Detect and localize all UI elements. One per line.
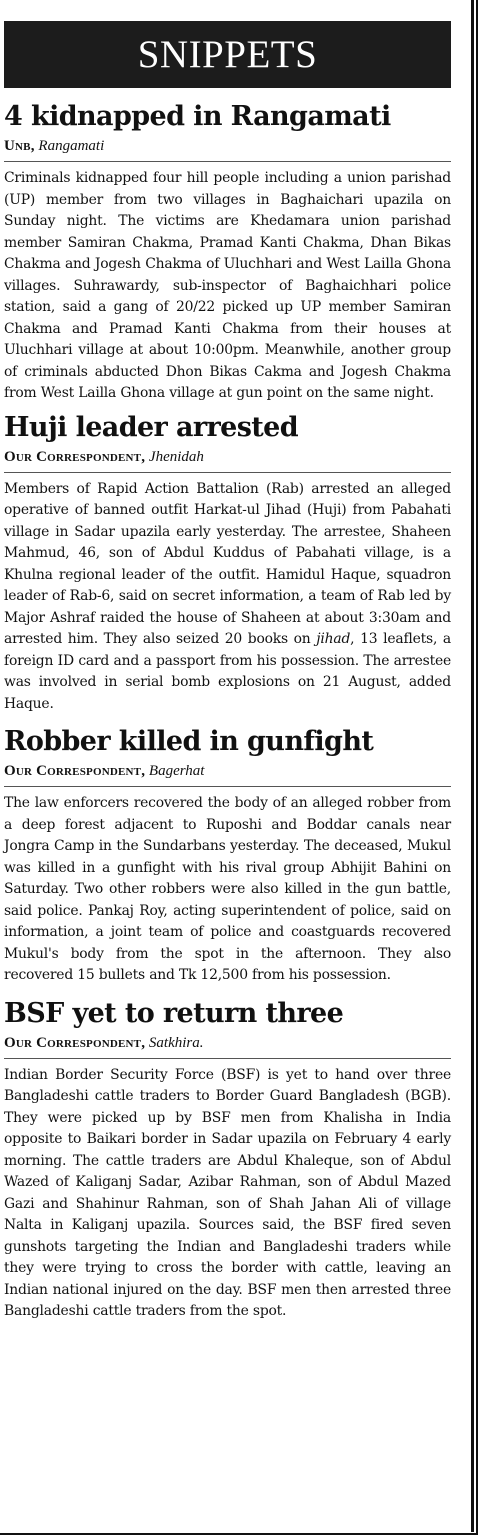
story-robber-killed (4, 725, 451, 987)
story-headline: 4 kidnapped in Rangamati (4, 101, 391, 132)
byline-place: Jhenidah (148, 448, 204, 465)
story-body-text: , 13 leaflets, a foreign ID card and a passport from his possession. The arrestee was involved in serial bomb explosions on 21 August, added Haque. (4, 631, 452, 712)
story-byline (4, 761, 451, 787)
story-body-text: Members of Rapid Action Battalion (Rab) arrested an alleged operative of banned outfit Harkat-ul Jihad (Huji) from Pabahati village in Sadar upazila early yesterday. The arrestee, Shaheen Mahmud, 46, son of Abdul Kuddus of Pabahati village, is a Khulna regional leader of the outfit. Hamidul Haque, squadron leader of Rab-6, said on secret information, a team of Rab led by Major Ashraf raided the house of Shaheen at about 3:30am and arrested him. They also seized 20 books on (4, 480, 451, 647)
snippets-column (4, 6, 451, 1323)
byline-place: Bagerhat (148, 763, 205, 779)
story-byline (4, 447, 451, 473)
story-headline: Robber killed in gunfight (4, 726, 374, 757)
section-banner (4, 21, 451, 88)
byline-source: Unb, (4, 138, 35, 154)
story-body: Indian Border Security Force (BSF) is yet to hand over three Bangladeshi cattle traders to Border Guard Bangladesh (BGB). They were picked up by BSF men from Khalisha in India opposite to Baikari border in Sadar upazila on February 4 early morning. The cattle traders are Abdul Khaleque, son of Abdul Wazed of Kaliganj Sadar, Azibar Rahman, son of Abdul Mazed Gazi and Shahinur Rahman, son of Shah Jahan Ali of village Nalta in Kaliganj upazila. Sources said, the BSF fired seven gunshots targeting the Indian and Bangladeshi traders while they were trying to cross the border with cattle, leaving an Indian national injured on the day. BSF men then arrested three Bangladeshi cattle traders from the spot. (4, 1066, 451, 1319)
story-headline: BSF yet to return three (4, 997, 344, 1029)
byline-place: Rangamati (38, 138, 105, 154)
story-byline (4, 136, 451, 162)
story-body-italic: jihad (316, 631, 351, 647)
story-kidnapped-rangamati (4, 100, 451, 405)
page-border-inner (471, 0, 474, 1532)
byline-source: Our Correspondent, (4, 763, 146, 779)
story-body (4, 479, 451, 716)
story-byline (4, 1033, 451, 1059)
byline-source: Our Correspondent, (4, 1034, 146, 1051)
story-body: Criminals kidnapped four hill people including a union parishad (UP) member from two villages in Baghaichari upazila on Sunday night. The victims are Khedamara union parishad member Samiran Chakma, Pramad Kanti Chakma, Dhan Bikas Chakma and Jogesh Chakma of Uluchhari and West Lailla Ghona villages. Suhrawardy, sub-inspector of Baghaichhari police station, said a gang of 20/22 picked up UP member Samiran Chakma and Pramad Kanti Chakma from their houses at Uluchhari village at about 10:00pm. Meanwhile, another group of criminals abducted Dhon Bikas Cakma and Jogesh Chakma from West Lailla Ghona village at gun point on the same night. (4, 170, 451, 401)
story-bsf-yet-to-return (4, 997, 451, 1323)
story-headline: Huji leader arrested (4, 411, 299, 443)
story-huji-leader-arrested (4, 411, 451, 716)
section-title: SNIPPETS (137, 33, 318, 76)
byline-place: Satkhira. (148, 1034, 204, 1051)
story-body: The law enforcers recovered the body of an alleged robber from a deep forest adjacent to Ruposhi and Boddar canals near Jongra Camp in the Sundarbans yesterday. The deceased, Mukul was killed in a gunfight with his rival group Abhijit Bahini on Saturday. Two other robbers were also killed in the gun battle, said police. Pankaj Roy, acting superintendent of police, said on information, a joint team of police and coastguards recovered Mukul's body from the spot in the afternoon. They also recovered 15 bullets and Tk 12,500 from his possession. (4, 795, 451, 983)
byline-source: Our Correspondent, (4, 448, 146, 465)
